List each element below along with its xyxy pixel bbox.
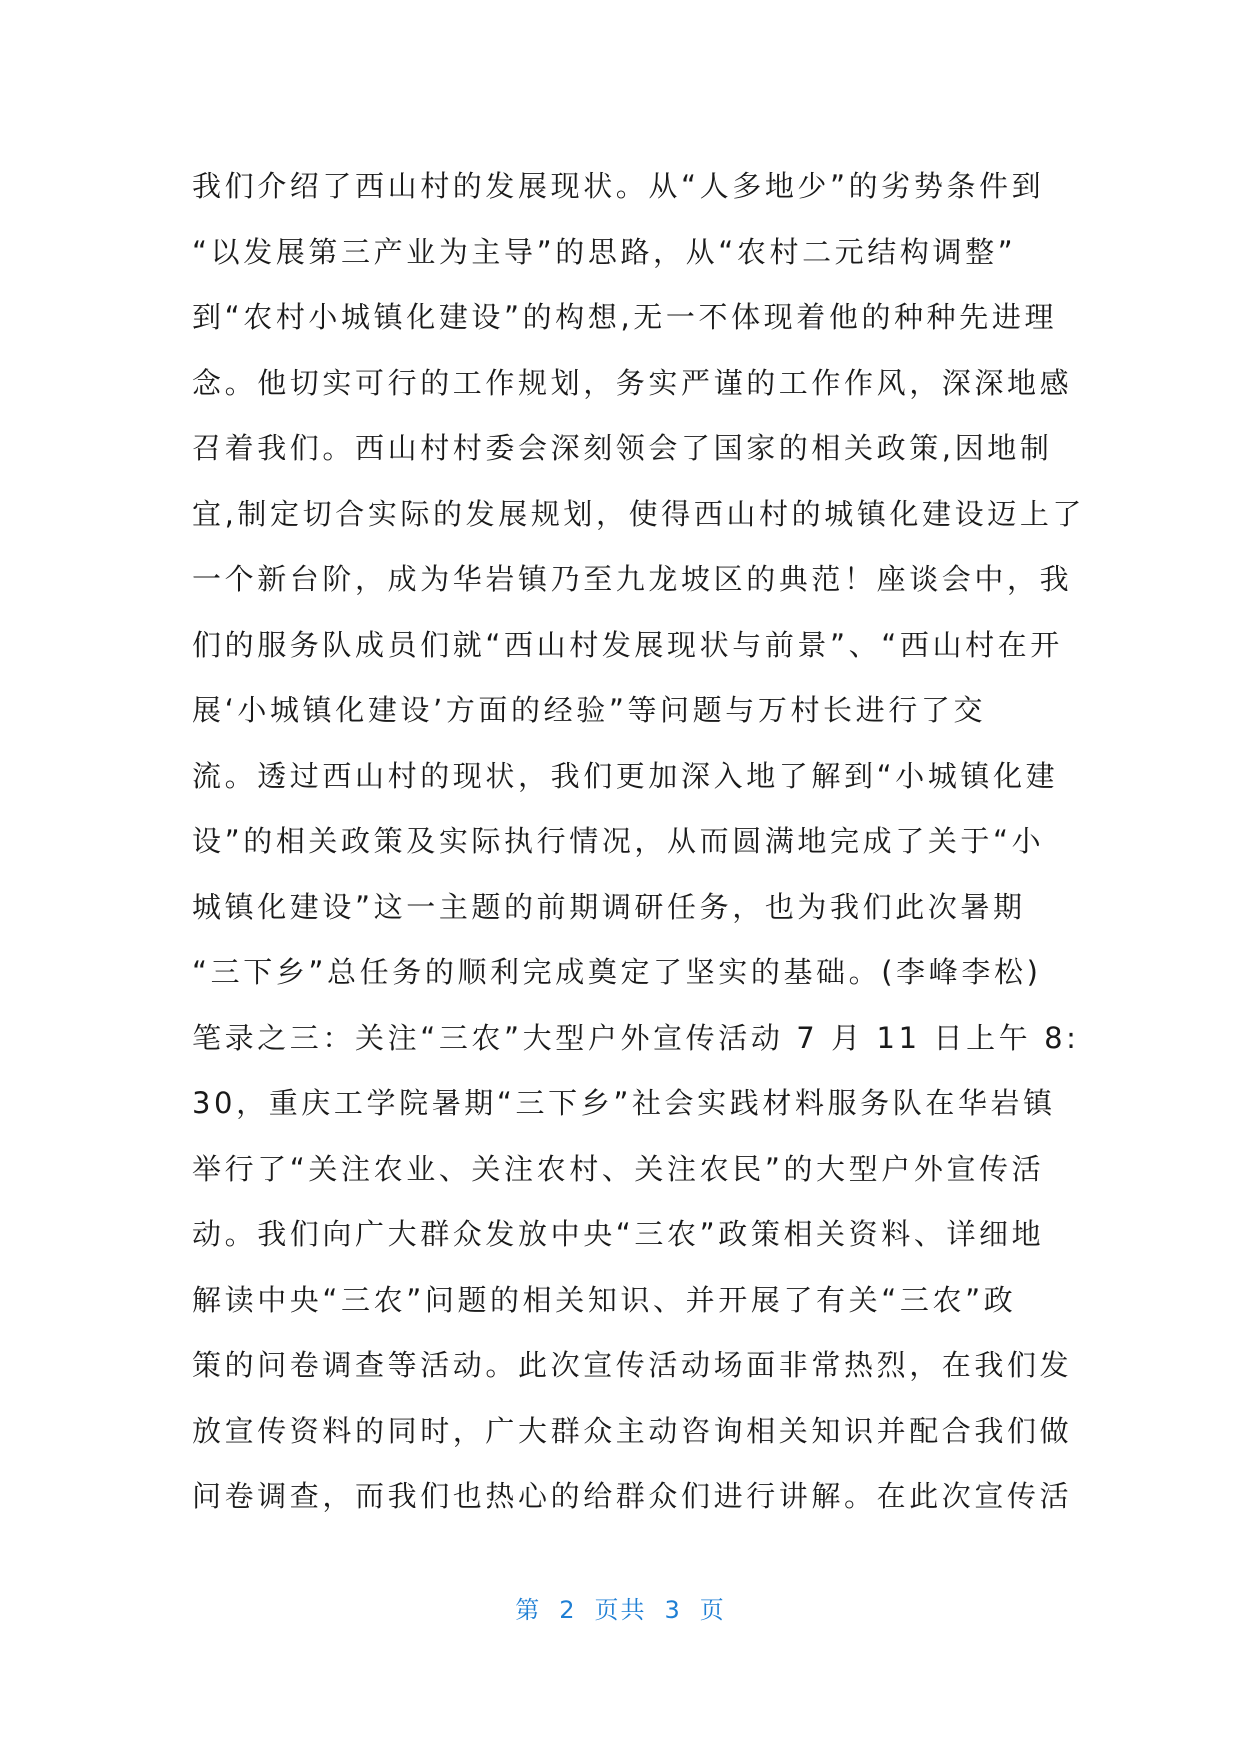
body-text <box>192 154 1092 1530</box>
text-line: 问卷调查，而我们也热心的给群众们进行讲解。在此次宣传活 <box>192 1479 1073 1513</box>
page-footer <box>0 1590 1241 1625</box>
text-line: 到“农村小城镇化建设”的构想,无一不体现着他的种种先进理 <box>192 300 1058 334</box>
footer-prefix: 第 <box>515 1596 542 1624</box>
current-page-number: 2 <box>559 1596 577 1624</box>
text-line: 念。他切实可行的工作规划，务实严谨的工作作风，深深地感 <box>192 365 1073 400</box>
text-line: 召着我们。西山村村委会深刻领会了国家的相关政策,因地制 <box>192 431 1053 465</box>
text-line: 策的问卷调查等活动。此次宣传活动场面非常热烈，在我们发 <box>192 1348 1073 1382</box>
text-line: 笔录之三：关注“三农”大型户外宣传活动 7 月 11 日上午 8: <box>192 1020 1080 1055</box>
text-line: 我们介绍了西山村的发展现状。从“人多地少”的劣势条件到 <box>192 169 1045 203</box>
text-line: 动。我们向广大群众发放中央“三农”政策相关资料、详细地 <box>192 1217 1045 1251</box>
text-line: 解读中央“三农”问题的相关知识、并开展了有关“三农”政 <box>192 1282 1017 1317</box>
text-line: “以发展第三产业为主导”的思路，从“农村二元结构调整” <box>192 234 1017 269</box>
text-line: 宜,制定切合实际的发展规划，使得西山村的城镇化建设迈上了 <box>192 496 1086 531</box>
footer-middle: 页共 <box>594 1596 647 1624</box>
text-line: 举行了“关注农业、关注农村、关注农民”的大型户外宣传活 <box>192 1151 1045 1186</box>
text-line: 设”的相关政策及实际执行情况，从而圆满地完成了关于“小 <box>192 824 1045 858</box>
text-line: 展‘小城镇化建设’方面的经验”等问题与万村长进行了交 <box>192 693 987 727</box>
footer-suffix: 页 <box>699 1596 726 1624</box>
text-line: 城镇化建设”这一主题的前期调研任务，也为我们此次暑期 <box>192 889 1026 924</box>
text-line: “三下乡”总任务的顺利完成奠定了坚实的基础。(李峰李松) <box>192 955 1042 989</box>
text-line: 一个新台阶，成为华岩镇乃至九龙坡区的典范！座谈会中，我 <box>192 562 1073 596</box>
total-pages-number: 3 <box>664 1596 682 1624</box>
text-line: 流。透过西山村的现状，我们更加深入地了解到“小城镇化建 <box>192 758 1059 793</box>
text-line: 30，重庆工学院暑期“三下乡”社会实践材料服务队在华岩镇 <box>192 1086 1056 1120</box>
text-line: 放宣传资料的同时，广大群众主动咨询相关知识并配合我们做 <box>192 1413 1073 1448</box>
text-line: 们的服务队成员们就“西山村发展现状与前景”、“西山村在开 <box>192 627 1063 662</box>
